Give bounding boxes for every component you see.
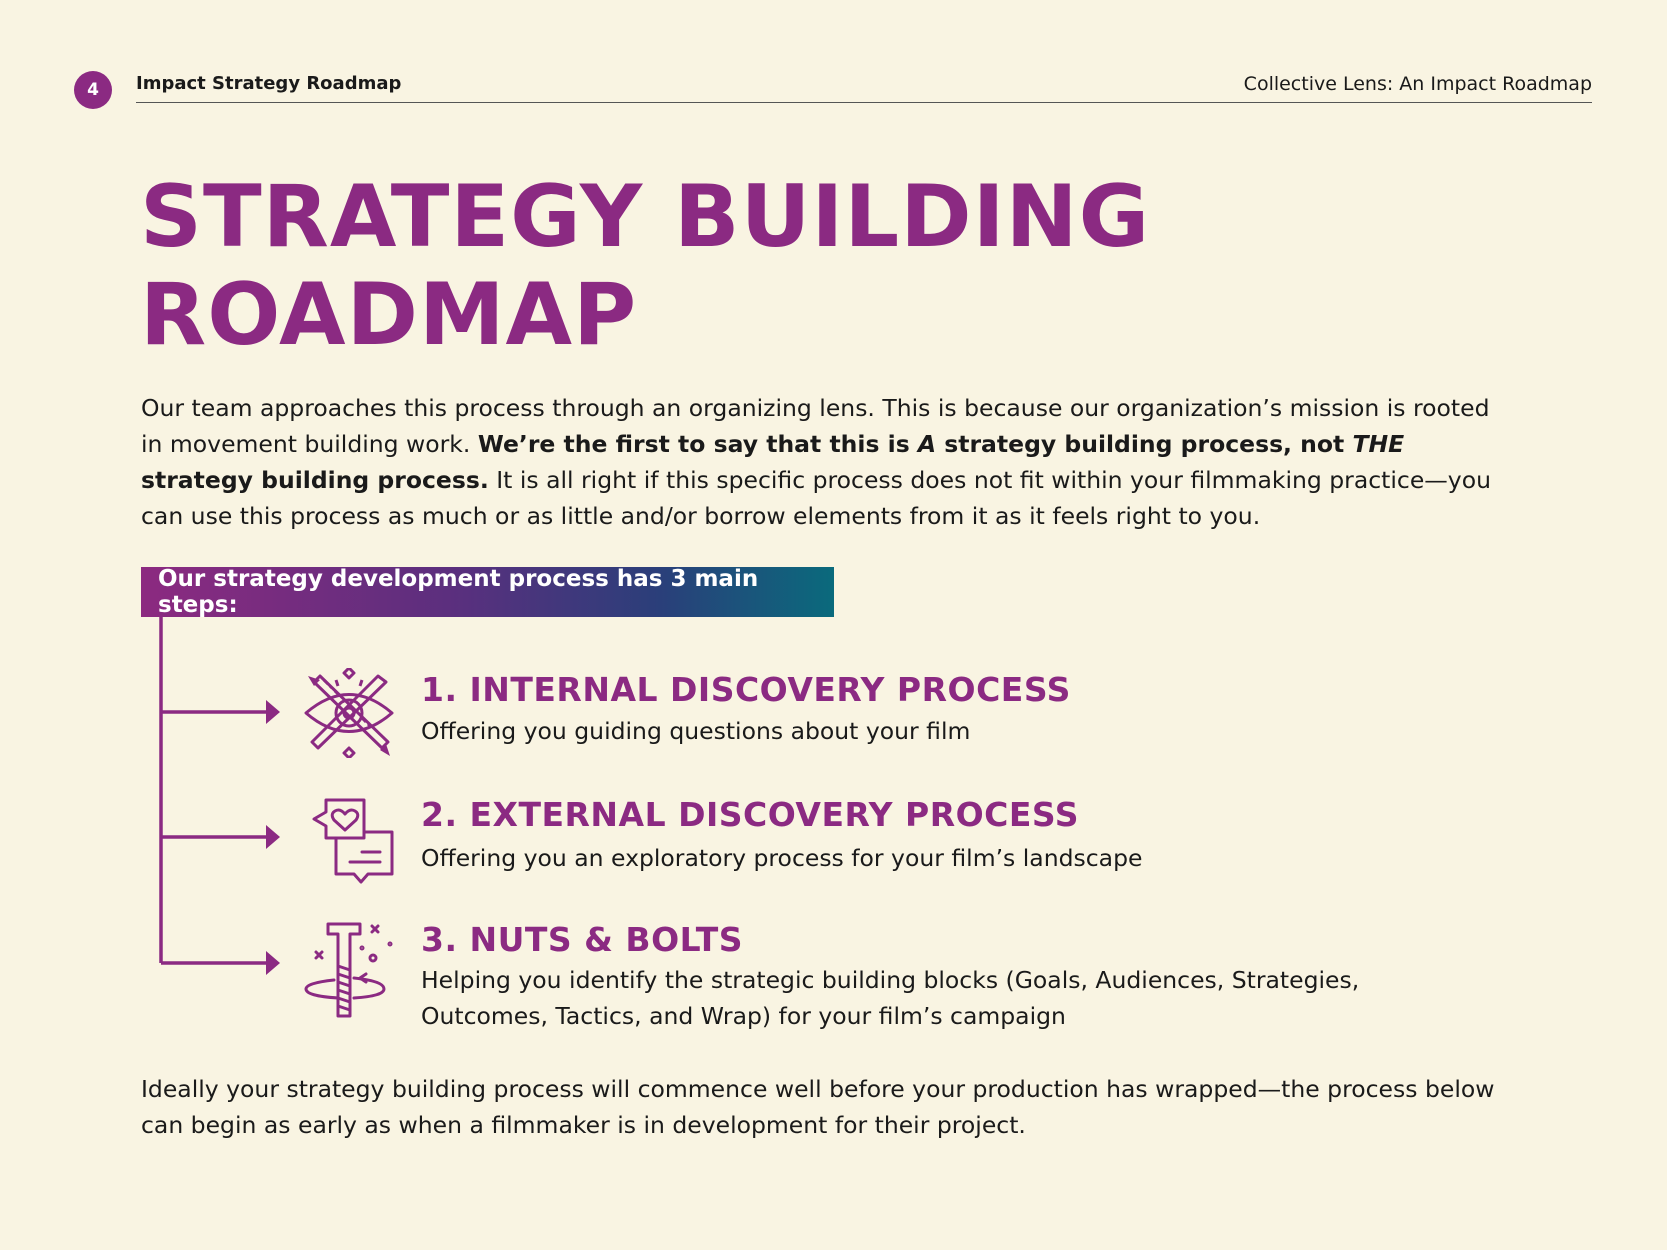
chat-heart-icon	[304, 796, 396, 886]
outro-paragraph: Ideally your strategy building process will commence well before your production has wrapped—the process below can begin as early as when a filmmaker is in development for their project.	[141, 1075, 1495, 1139]
intro-text-1: Our team approaches this process through an organizing lens. This is because our organization’s mission is rooted in movement building work.	[141, 394, 1490, 458]
page-title-line-1: STRATEGY BUILDING	[140, 167, 1151, 267]
connector-lines	[161, 615, 268, 963]
header-divider	[136, 102, 1592, 103]
eye-pencil-ruler-icon	[304, 668, 394, 758]
arrowhead-3-icon	[266, 951, 280, 975]
intro-paragraph	[141, 390, 1511, 534]
intro-bold-italic-1: A	[917, 430, 937, 458]
step-3-description: Helping you identify the strategic building blocks (Goals, Audiences, Strategies, Outcomes, Tactics, and Wrap) for your film’s campaign	[421, 966, 1360, 1030]
step-2-title: 2. EXTERNAL DISCOVERY PROCESS	[421, 795, 1079, 834]
page-title-line-2: ROADMAP	[140, 265, 638, 365]
step-1-description: Offering you guiding questions about your film	[421, 717, 971, 745]
arrowhead-2-icon	[266, 825, 280, 849]
step-2-description: Offering you an exploratory process for your film’s landscape	[421, 844, 1143, 872]
steps-banner-label: Our strategy development process has 3 main steps:	[158, 566, 759, 618]
intro-bold-italic-2: THE	[1352, 430, 1405, 458]
section-title: Impact Strategy Roadmap	[136, 73, 402, 94]
step-1-title: 1. INTERNAL DISCOVERY PROCESS	[421, 670, 1071, 709]
bolt-icon	[304, 920, 396, 1020]
step-3-title: 3. NUTS & BOLTS	[421, 920, 743, 959]
page-number-badge: 4	[74, 71, 112, 109]
steps-connector-arrows	[150, 615, 290, 975]
connector-arrowheads	[266, 700, 280, 975]
arrowhead-1-icon	[266, 700, 280, 724]
page-title	[140, 168, 1150, 364]
intro-bold-2: strategy building process, not	[936, 430, 1353, 458]
intro-bold-1: We’re the first to say that this is	[477, 430, 918, 458]
intro-bold-3: strategy building process.	[141, 466, 489, 494]
document-title: Collective Lens: An Impact Roadmap	[1243, 73, 1592, 95]
intro-text-2: It is all right if this specific process does not fit within your filmmaking practice—you can use this process as much or as little and/or borrow elements from it as it feels right to you.	[141, 466, 1491, 530]
steps-banner	[141, 567, 834, 617]
